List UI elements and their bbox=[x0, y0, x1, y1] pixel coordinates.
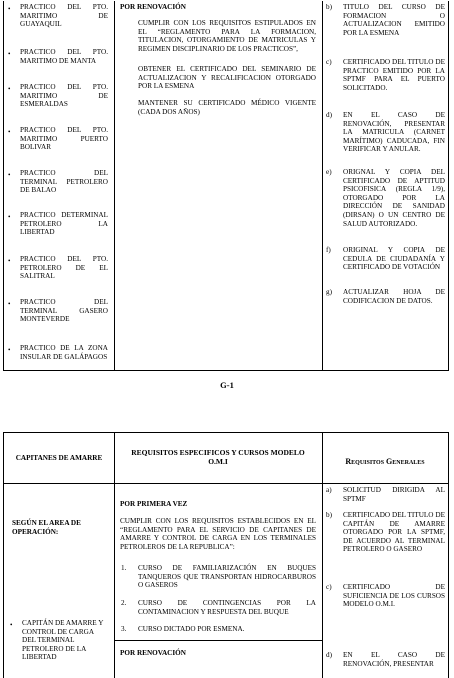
renovacion-paragraph-2: OBTENER EL CERTIFICADO DEL SEMINARIO DE ACTUALIZACION Y RECALIFICACION OTORGADO POR LA ESMENA bbox=[138, 65, 316, 91]
list-item: PRACTICO DEL TERMINAL GASERO MONTEVERDE bbox=[20, 298, 108, 324]
curso-item: CURSO DICTADO POR ESMENA. bbox=[138, 625, 245, 633]
bullet: • bbox=[10, 621, 13, 629]
header-requisitos-generales: Requisitos Generales bbox=[345, 457, 425, 466]
list-item: PRACTICO DEL PTO. PETROLERO DE EL SALITRAL bbox=[20, 255, 108, 281]
curso-item: CURSO DE FAMILIARIZACIÓN EN BUQUES TANQUEROS QUE TRANSPORTAN HIDROCARBUROS O GASEROS bbox=[138, 564, 316, 590]
row-divider bbox=[114, 640, 322, 641]
list-item: ORIGINAL Y COPIA DE CEDULA DE CIUDADANÍA Y CERTIFICADO DE VOTACIÓN bbox=[343, 246, 445, 272]
item-letter: c) bbox=[326, 58, 332, 66]
list-item: CAPITÁN DE AMARRE Y CONTROL DE CARGA DEL TERMINAL PETROLERO DE LA LIBERTAD bbox=[22, 619, 104, 662]
curso-item: CURSO DE CONTINGENCIAS POR LA CONTAMINACION Y RESPUESTA DEL BUQUE bbox=[138, 599, 316, 616]
list-item: CERTIFICADO DE SUFICIENCIA DE LOS CURSOS MODELO O.M.I. bbox=[343, 583, 445, 609]
header-capitanes: CAPITANES DE AMARRE bbox=[15, 454, 103, 462]
page-label: G-1 bbox=[220, 380, 234, 390]
requirements-table-practicos bbox=[3, 1, 449, 371]
item-letter: e) bbox=[326, 168, 332, 176]
bullet: • bbox=[8, 213, 11, 221]
list-item: TITULO DEL CURSO DE FORMACION O ACTUALIZACION EMITIDO POR LA ESMENA bbox=[343, 3, 445, 37]
area-label: SEGÚN EL AREA DE OPERACIÓN: bbox=[12, 519, 81, 536]
column-divider bbox=[114, 433, 115, 678]
item-letter: g) bbox=[326, 288, 332, 296]
item-letter: b) bbox=[326, 3, 332, 11]
curso-number: 2. bbox=[121, 599, 127, 607]
renovacion-paragraph-3: MANTENER SU CERTIFICADO MÉDICO VIGENTE (CADA DOS AÑOS) bbox=[138, 99, 316, 116]
list-item: PRACTICO DEL PTO. MARITIMO DE GUAYAQUIL bbox=[20, 3, 108, 29]
primera-vez-paragraph: CUMPLIR CON LOS REQUISITOS ESTABLECIDOS EN EL “REGLAMENTO PARA EL SERVICIO DE CAPITANES DE AMARRE Y CONTROL DE CARGA EN LOS TERMINALES PETROLEROS DE LA REPUBLICA”: bbox=[120, 517, 316, 551]
bullet: • bbox=[8, 128, 11, 136]
bullet: • bbox=[8, 171, 11, 179]
item-letter: d) bbox=[326, 651, 332, 659]
list-item: PRACTICO DEL PTO. MARITIMO DE ESMERALDAS bbox=[20, 83, 108, 109]
curso-number: 3. bbox=[121, 625, 127, 633]
list-item: EN EL CASO DE RENOVACIÓN, PRESENTAR LA MATRICULA (CARNET MARÍTIMO) CADUCADA, FIN VERIFICAR Y ANULAR. bbox=[343, 111, 445, 154]
list-item: PRACTICO DEL PTO. MARITIMO PUERTO BOLIVAR bbox=[20, 126, 108, 152]
renovacion-title: POR RENOVACIÓN bbox=[120, 3, 186, 11]
bullet: • bbox=[8, 5, 11, 13]
renovacion-title: POR RENOVACIÓN bbox=[120, 649, 186, 657]
bullet: • bbox=[8, 300, 11, 308]
list-item: SOLICITUD DIRIGIDA AL SPTMF bbox=[343, 486, 445, 503]
column-divider bbox=[114, 1, 115, 370]
item-letter: b) bbox=[326, 511, 332, 519]
item-letter: a) bbox=[326, 486, 332, 494]
curso-number: 1. bbox=[121, 564, 127, 572]
column-divider bbox=[322, 1, 323, 370]
header-divider bbox=[4, 483, 448, 484]
item-letter: f) bbox=[326, 246, 331, 254]
primera-vez-title: POR PRIMERA VEZ bbox=[120, 500, 188, 508]
list-item: CERTIFICADO DEL TITULO DE CAPITÁN DE AMARRE OTORGADO POR LA SPTMF, DE ACUERDO AL TERMINAL PETROLERO O GASERO bbox=[343, 511, 445, 554]
bullet: • bbox=[8, 85, 11, 93]
list-item: CERTIFICADO DEL TITULO DE PRACTICO EMITIDO POR LA SPTMF PARA EL PUERTO SOLICITADO. bbox=[343, 58, 445, 92]
list-item: PRACTICO DEL PTO. MARITIMO DE MANTA bbox=[20, 48, 108, 65]
renovacion-paragraph-1: CUMPLIR CON LOS REQUISITOS ESTIPULADOS EN EL “REGLAMENTO PARA LA FORMACION, TITULACION, OTORGAMIENTO DE MATRICULAS Y REGIMEN DISCIPLINARIO DE LOS PRACTICOS”, bbox=[138, 19, 316, 53]
item-letter: d) bbox=[326, 111, 332, 119]
list-item: ORIGNAL Y COPIA DEL CERTIFICADO DE APTITUD PSICOFISICA (REGLA 1/9), OTORGADO POR LA DIRECCIÓN DE SANIDAD (DIRSAN) O UN CENTRO DE SALUD AUTORIZADO. bbox=[343, 168, 445, 228]
bullet: • bbox=[8, 346, 11, 354]
header-requisitos-especificos: REQUISITOS ESPECIFICOS Y CURSOS MODELO O.M.I bbox=[131, 448, 305, 466]
item-letter: c) bbox=[326, 583, 332, 591]
list-item: PRACTICO DETERMINAL PETROLERO LA LIBERTAD bbox=[20, 211, 108, 237]
bullet: • bbox=[8, 257, 11, 265]
list-item: PRACTICO DEL TERMINAL PETROLERO DE BALAO bbox=[20, 169, 108, 195]
list-item: ACTUALIZAR HOJA DE CODIFICACION DE DATOS. bbox=[343, 288, 445, 305]
column-divider bbox=[322, 433, 323, 678]
bullet: • bbox=[8, 50, 11, 58]
requirements-table-capitanes bbox=[3, 432, 449, 678]
list-item: PRACTICO DE LA ZONA INSULAR DE GALÁPAGOS bbox=[20, 344, 108, 361]
list-item: EN EL CASO DE RENOVACIÓN, PRESENTAR bbox=[343, 651, 445, 668]
